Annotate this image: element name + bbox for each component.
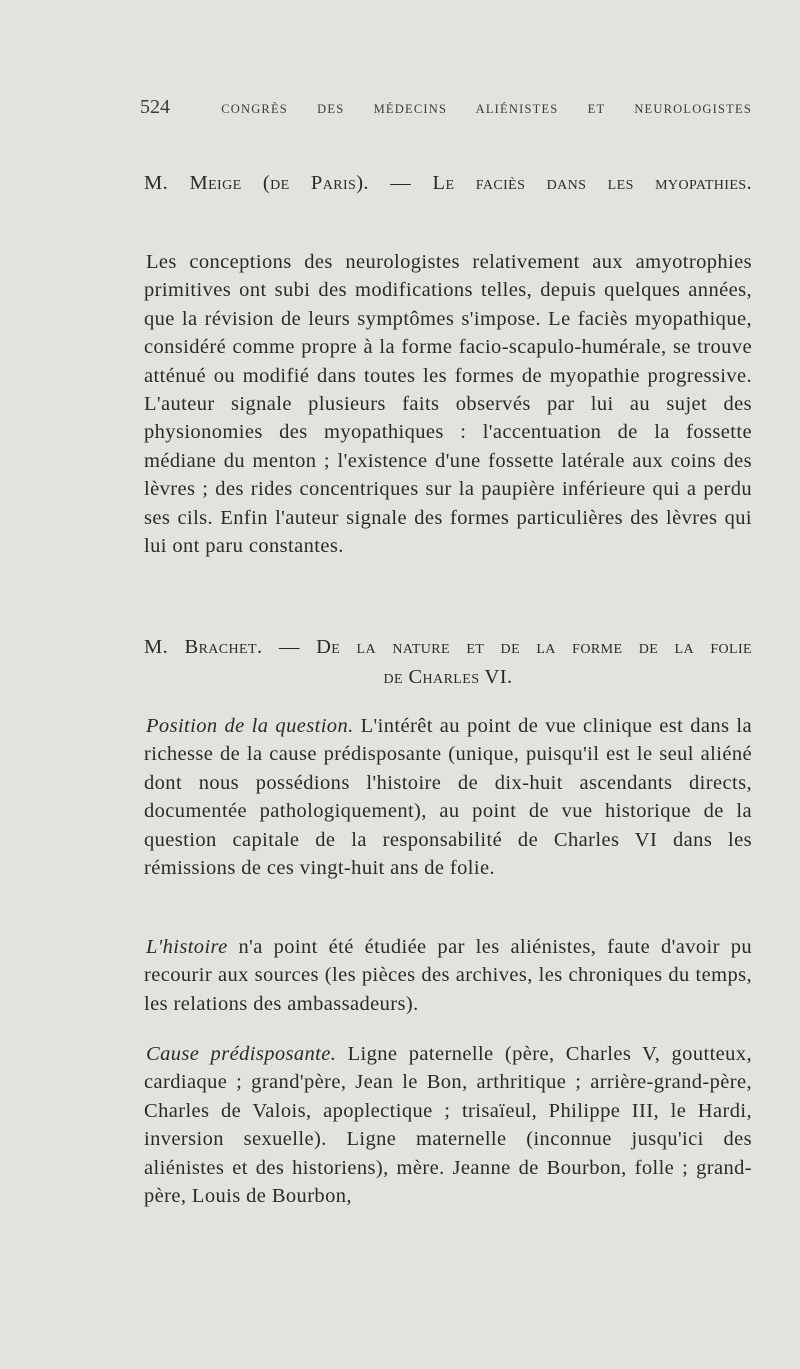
page-number: 524 [140, 96, 170, 118]
paragraph-meige-block [144, 248, 752, 560]
paragraph-histoire-block [144, 933, 752, 1018]
section-brachet [144, 632, 752, 692]
paragraph-cause-block [144, 1040, 752, 1210]
section-title-meige [144, 168, 752, 198]
paragraph-cause [144, 1040, 752, 1210]
running-title: CONGRÈS DES MÉDECINS ALIÉNISTES ET NEUROLOGISTES [221, 102, 752, 116]
section-author: M. Meige (de Paris). [144, 172, 369, 194]
section-title-brachet-line1: M. Brachet. — De la nature et de la forme de la folie [144, 636, 752, 658]
paragraph-text-histoire: n'a point été étudiée par les aliénistes, faute d'avoir pu recourir aux sources (les pièces des archives, les chroniques du temps, les relations des ambassadeurs). [144, 936, 752, 1015]
paragraph-position-block [144, 712, 752, 882]
paragraph-meige: Les conceptions des neurologistes relativement aux amyotrophies primitives ont subi des modifications telles, depuis quelques années, que la révision de leurs symptômes s'impose. Le faciès myopathique, considéré comme propre à la forme facio-scapulo-humérale, se trouve atténué ou modifié dans toutes les formes de myopathie progressive. L'auteur signale plusieurs faits observés par lui au sujet des physionomies des myopathiques : l'accentuation de la fossette médiane du menton ; l'existence d'une fossette latérale aux coins des lèvres ; des rides concentriques sur la paupière inférieure qui a perdu ses cils. Enfin l'auteur signale des formes particulières des lèvres qui lui ont paru constantes. [144, 251, 752, 558]
paragraph-position [144, 712, 752, 882]
section-title-brachet-line2: de Charles VI. [383, 666, 513, 688]
paragraph-lead-histoire: L'histoire [146, 936, 228, 958]
title-dash: — [390, 172, 412, 194]
paragraph-text-position: L'intérêt au point de vue clinique est dans la richesse de la cause prédisposante (unique, puisqu'il est le seul aliéné dont nous possédions l'histoire de dix-huit ascendants directs, documentée pathologiquement), au point de vue historique de la question capitale de la responsabilité de Charles VI dans les rémissions de ces vingt-huit ans de folie. [144, 715, 752, 880]
running-header [140, 96, 752, 119]
paragraph-lead-position: Position de la question. [146, 715, 354, 737]
paragraph-text-cause: Ligne paternelle (père, Charles V, goutteux, cardiaque ; grand'père, Jean le Bon, arthritique ; arrière-grand-père, Charles de Valois, apoplectique ; trisaïeul, Philippe III, le Hardi, inversion sexuelle). Ligne maternelle (inconnue jusqu'ici des aliénistes et des historiens), mère. Jeanne de Bourbon, folle ; grand-père, Louis de Bourbon, [144, 1043, 752, 1208]
paragraph-lead-cause: Cause prédisposante. [146, 1043, 337, 1065]
section-meige [144, 168, 752, 198]
section-subject: Le faciès dans les myopathies. [432, 172, 753, 194]
paragraph-histoire [144, 933, 752, 1018]
